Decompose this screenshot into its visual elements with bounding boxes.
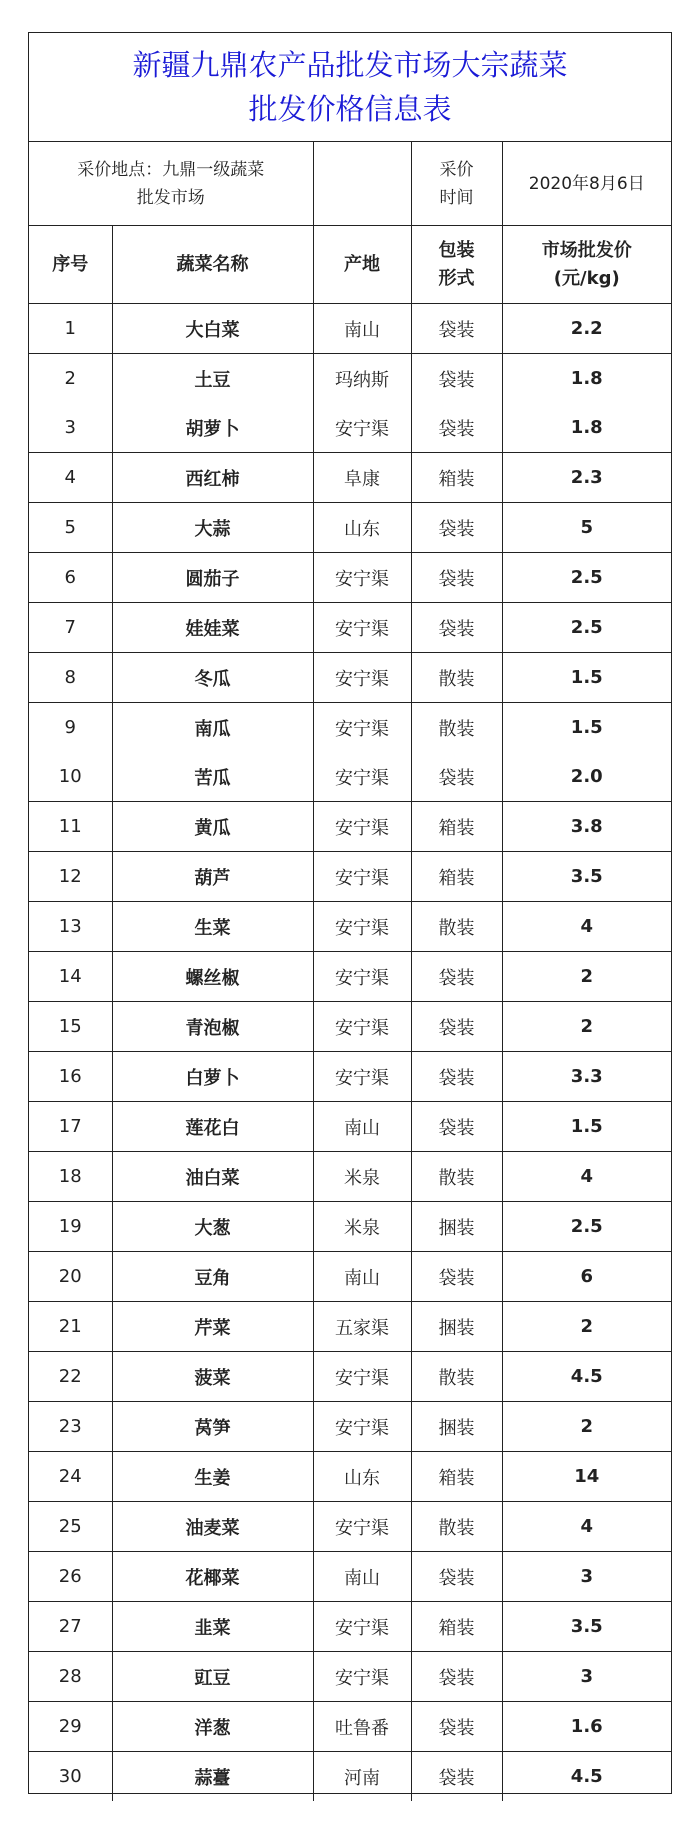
name-cell: 黄瓜 [112, 802, 313, 852]
location-label: 采价地点：九鼎一级蔬菜 批发市场 [29, 142, 313, 226]
header-seq: 序号 [29, 226, 112, 304]
seq-cell: 21 [29, 1302, 112, 1352]
name-cell: 韭菜 [112, 1602, 313, 1652]
origin-cell: 南山 [313, 1552, 411, 1602]
pack-cell: 散装 [411, 1352, 502, 1402]
price-cell: 2.2 [502, 304, 671, 354]
price-cell: 2 [502, 952, 671, 1002]
pack-cell: 箱装 [411, 802, 502, 852]
name-cell: 菠菜 [112, 1352, 313, 1402]
name-cell: 油麦菜 [112, 1502, 313, 1552]
price-cell: 5 [502, 503, 671, 553]
price-cell: 14 [502, 1452, 671, 1502]
name-cell: 圆茄子 [112, 553, 313, 603]
price-cell: 3 [502, 1552, 671, 1602]
price-cell: 4.5 [502, 1352, 671, 1402]
origin-cell: 安宁渠 [313, 703, 411, 753]
origin-cell: 吐鲁番 [313, 1702, 411, 1752]
table-row [29, 1402, 671, 1452]
date-value: 2020年8月6日 [502, 142, 671, 226]
origin-cell: 安宁渠 [313, 553, 411, 603]
pack-cell: 箱装 [411, 1452, 502, 1502]
pack-cell: 散装 [411, 653, 502, 703]
seq-cell: 19 [29, 1202, 112, 1252]
price-cell: 3.8 [502, 802, 671, 852]
time-label: 采价 时间 [411, 142, 502, 226]
price-cell: 2.3 [502, 453, 671, 503]
seq-cell: 24 [29, 1452, 112, 1502]
origin-cell: 安宁渠 [313, 403, 411, 453]
price-cell: 4.5 [502, 1752, 671, 1802]
seq-cell: 29 [29, 1702, 112, 1752]
origin-cell: 安宁渠 [313, 603, 411, 653]
price-cell: 1.8 [502, 354, 671, 404]
seq-cell: 15 [29, 1002, 112, 1052]
seq-cell: 2 [29, 354, 112, 404]
pack-cell: 箱装 [411, 852, 502, 902]
pack-cell: 捆装 [411, 1402, 502, 1452]
origin-cell: 玛纳斯 [313, 354, 411, 404]
origin-cell: 安宁渠 [313, 802, 411, 852]
origin-cell: 安宁渠 [313, 952, 411, 1002]
seq-cell: 1 [29, 304, 112, 354]
origin-cell: 南山 [313, 1102, 411, 1152]
table-row [29, 653, 671, 703]
table-row [29, 1102, 671, 1152]
name-cell: 油白菜 [112, 1152, 313, 1202]
pack-cell: 袋装 [411, 1002, 502, 1052]
pack-cell: 袋装 [411, 603, 502, 653]
name-cell: 青泡椒 [112, 1002, 313, 1052]
price-table [29, 142, 671, 1801]
table-row [29, 1752, 671, 1802]
seq-cell: 22 [29, 1352, 112, 1402]
name-cell: 芹菜 [112, 1302, 313, 1352]
price-cell: 3.5 [502, 1602, 671, 1652]
price-cell: 4 [502, 902, 671, 952]
seq-cell: 9 [29, 703, 112, 753]
seq-cell: 25 [29, 1502, 112, 1552]
name-cell: 胡萝卜 [112, 403, 313, 453]
pack-cell: 袋装 [411, 752, 502, 802]
title-line-2: 批发价格信息表 [248, 92, 452, 126]
pack-cell: 袋装 [411, 1552, 502, 1602]
table-row [29, 1602, 671, 1652]
price-cell: 2.5 [502, 553, 671, 603]
origin-cell: 五家渠 [313, 1302, 411, 1352]
seq-cell: 12 [29, 852, 112, 902]
table-row [29, 304, 671, 354]
table-row [29, 1152, 671, 1202]
table-row [29, 403, 671, 453]
pack-cell: 散装 [411, 1152, 502, 1202]
name-cell: 大白菜 [112, 304, 313, 354]
price-cell: 2 [502, 1402, 671, 1452]
name-cell: 生菜 [112, 902, 313, 952]
seq-cell: 5 [29, 503, 112, 553]
name-cell: 西红柿 [112, 453, 313, 503]
pack-cell: 散装 [411, 703, 502, 753]
table-row [29, 553, 671, 603]
pack-cell: 散装 [411, 902, 502, 952]
price-cell: 2 [502, 1002, 671, 1052]
origin-cell: 米泉 [313, 1152, 411, 1202]
name-cell: 豇豆 [112, 1652, 313, 1702]
name-cell: 蒜薹 [112, 1752, 313, 1802]
table-row [29, 1302, 671, 1352]
price-cell: 6 [502, 1252, 671, 1302]
seq-cell: 4 [29, 453, 112, 503]
pack-cell: 箱装 [411, 1602, 502, 1652]
seq-cell: 17 [29, 1102, 112, 1152]
name-cell: 生姜 [112, 1452, 313, 1502]
price-cell: 4 [502, 1502, 671, 1552]
name-cell: 花椰菜 [112, 1552, 313, 1602]
origin-cell: 安宁渠 [313, 752, 411, 802]
origin-cell: 安宁渠 [313, 1402, 411, 1452]
pack-cell: 箱装 [411, 453, 502, 503]
price-cell: 2.5 [502, 603, 671, 653]
origin-cell: 河南 [313, 1752, 411, 1802]
name-cell: 葫芦 [112, 852, 313, 902]
price-cell: 3 [502, 1652, 671, 1702]
header-origin: 产地 [313, 226, 411, 304]
header-price: 市场批发价 (元/kg) [502, 226, 671, 304]
origin-cell: 安宁渠 [313, 653, 411, 703]
seq-cell: 16 [29, 1052, 112, 1102]
origin-cell: 安宁渠 [313, 1602, 411, 1652]
pack-cell: 袋装 [411, 354, 502, 404]
seq-cell: 14 [29, 952, 112, 1002]
origin-cell: 山东 [313, 503, 411, 553]
table-row [29, 1252, 671, 1302]
price-cell: 3.5 [502, 852, 671, 902]
seq-cell: 26 [29, 1552, 112, 1602]
origin-cell: 山东 [313, 1452, 411, 1502]
meta-row [29, 142, 671, 226]
table-row [29, 354, 671, 404]
pack-cell: 捆装 [411, 1302, 502, 1352]
seq-cell: 27 [29, 1602, 112, 1652]
seq-cell: 10 [29, 752, 112, 802]
pack-cell: 袋装 [411, 1702, 502, 1752]
origin-cell: 安宁渠 [313, 1502, 411, 1552]
name-cell: 莴笋 [112, 1402, 313, 1452]
pack-cell: 散装 [411, 1502, 502, 1552]
seq-cell: 23 [29, 1402, 112, 1452]
table-row [29, 1352, 671, 1402]
title-line-1: 新疆九鼎农产品批发市场大宗蔬菜 [132, 48, 568, 82]
name-cell: 大葱 [112, 1202, 313, 1252]
seq-cell: 28 [29, 1652, 112, 1702]
origin-cell: 安宁渠 [313, 902, 411, 952]
price-cell: 1.5 [502, 703, 671, 753]
table-row [29, 1452, 671, 1502]
name-cell: 娃娃菜 [112, 603, 313, 653]
origin-cell: 安宁渠 [313, 1052, 411, 1102]
price-cell: 2.0 [502, 752, 671, 802]
price-cell: 2.5 [502, 1202, 671, 1252]
name-cell: 冬瓜 [112, 653, 313, 703]
origin-cell: 安宁渠 [313, 1352, 411, 1402]
table-row [29, 752, 671, 802]
origin-cell: 安宁渠 [313, 1002, 411, 1052]
pack-cell: 袋装 [411, 1652, 502, 1702]
table-row [29, 802, 671, 852]
seq-cell: 7 [29, 603, 112, 653]
table-row [29, 1502, 671, 1552]
pack-cell: 捆装 [411, 1202, 502, 1252]
price-cell: 1.6 [502, 1702, 671, 1752]
name-cell: 南瓜 [112, 703, 313, 753]
pack-cell: 袋装 [411, 952, 502, 1002]
price-sheet [28, 32, 672, 1794]
price-cell: 1.8 [502, 403, 671, 453]
origin-cell: 安宁渠 [313, 852, 411, 902]
header-name: 蔬菜名称 [112, 226, 313, 304]
price-cell: 2 [502, 1302, 671, 1352]
seq-cell: 11 [29, 802, 112, 852]
origin-cell: 阜康 [313, 453, 411, 503]
seq-cell: 8 [29, 653, 112, 703]
table-row [29, 503, 671, 553]
table-row [29, 603, 671, 653]
name-cell: 螺丝椒 [112, 952, 313, 1002]
name-cell: 莲花白 [112, 1102, 313, 1152]
origin-cell: 南山 [313, 1252, 411, 1302]
seq-cell: 30 [29, 1752, 112, 1802]
price-cell: 3.3 [502, 1052, 671, 1102]
origin-cell: 米泉 [313, 1202, 411, 1252]
pack-cell: 袋装 [411, 1252, 502, 1302]
name-cell: 白萝卜 [112, 1052, 313, 1102]
table-row [29, 852, 671, 902]
table-row [29, 1652, 671, 1702]
seq-cell: 18 [29, 1152, 112, 1202]
pack-cell: 袋装 [411, 1752, 502, 1802]
table-row [29, 1002, 671, 1052]
seq-cell: 3 [29, 403, 112, 453]
pack-cell: 袋装 [411, 503, 502, 553]
table-row [29, 952, 671, 1002]
header-row [29, 226, 671, 304]
price-cell: 1.5 [502, 1102, 671, 1152]
table-row [29, 1552, 671, 1602]
name-cell: 苦瓜 [112, 752, 313, 802]
seq-cell: 6 [29, 553, 112, 603]
seq-cell: 13 [29, 902, 112, 952]
empty-cell [313, 142, 411, 226]
header-pack: 包装 形式 [411, 226, 502, 304]
pack-cell: 袋装 [411, 304, 502, 354]
table-row [29, 1702, 671, 1752]
price-cell: 1.5 [502, 653, 671, 703]
table-row [29, 902, 671, 952]
table-row [29, 1052, 671, 1102]
seq-cell: 20 [29, 1252, 112, 1302]
pack-cell: 袋装 [411, 403, 502, 453]
table-row [29, 703, 671, 753]
table-row [29, 453, 671, 503]
name-cell: 大蒜 [112, 503, 313, 553]
name-cell: 土豆 [112, 354, 313, 404]
pack-cell: 袋装 [411, 1052, 502, 1102]
pack-cell: 袋装 [411, 1102, 502, 1152]
price-cell: 4 [502, 1152, 671, 1202]
table-row [29, 1202, 671, 1252]
origin-cell: 安宁渠 [313, 1652, 411, 1702]
name-cell: 洋葱 [112, 1702, 313, 1752]
origin-cell: 南山 [313, 304, 411, 354]
name-cell: 豆角 [112, 1252, 313, 1302]
sheet-title [29, 33, 671, 142]
pack-cell: 袋装 [411, 553, 502, 603]
